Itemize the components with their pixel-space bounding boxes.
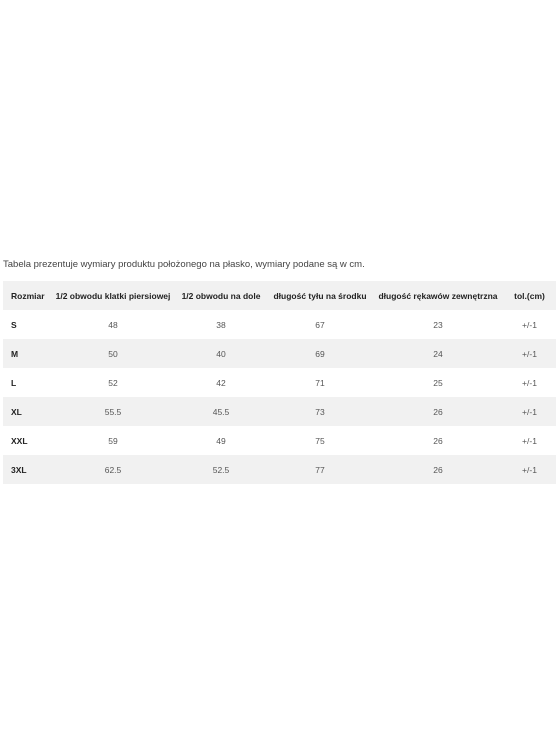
header-tolerance: tol.(cm) [514, 290, 545, 301]
cell-tolerance: +/-1 [522, 406, 537, 417]
cell-back-length: 67 [315, 319, 325, 330]
cell-tolerance: +/-1 [522, 435, 537, 446]
cell-chest: 52 [108, 377, 118, 388]
cell-tolerance: +/-1 [522, 319, 537, 330]
table-row [3, 426, 556, 455]
cell-bottom: 49 [216, 435, 226, 446]
cell-back-length: 69 [315, 348, 325, 359]
cell-size: M [11, 348, 19, 359]
cell-sleeve-length: 26 [433, 464, 443, 475]
cell-sleeve-length: 25 [433, 377, 443, 388]
size-table [3, 281, 556, 484]
cell-size: XXL [11, 435, 28, 446]
cell-sleeve-length: 24 [433, 348, 443, 359]
cell-chest: 50 [108, 348, 118, 359]
cell-back-length: 75 [315, 435, 325, 446]
header-size: Rozmiar [11, 290, 45, 301]
header-chest: 1/2 obwodu klatki piersiowej [55, 290, 171, 301]
header-back-length: długość tyłu na środku [273, 290, 367, 301]
table-row [3, 397, 556, 426]
cell-back-length: 77 [315, 464, 325, 475]
table-row [3, 455, 556, 484]
cell-sleeve-length: 26 [433, 406, 443, 417]
cell-sleeve-length: 26 [433, 435, 443, 446]
cell-chest: 55.5 [104, 406, 122, 417]
cell-size: L [11, 377, 17, 388]
cell-bottom: 40 [216, 348, 226, 359]
cell-sleeve-length: 23 [433, 319, 443, 330]
table-header-row [3, 281, 556, 310]
cell-size: XL [11, 406, 22, 417]
cell-bottom: 45.5 [212, 406, 230, 417]
cell-tolerance: +/-1 [522, 464, 537, 475]
cell-tolerance: +/-1 [522, 377, 537, 388]
cell-size: 3XL [11, 464, 27, 475]
cell-bottom: 52.5 [212, 464, 230, 475]
cell-bottom: 42 [216, 377, 226, 388]
cell-size: S [11, 319, 17, 330]
cell-back-length: 73 [315, 406, 325, 417]
table-row [3, 339, 556, 368]
table-row [3, 310, 556, 339]
header-bottom: 1/2 obwodu na dole [181, 290, 261, 301]
cell-tolerance: +/-1 [522, 348, 537, 359]
cell-chest: 48 [108, 319, 118, 330]
table-caption: Tabela prezentuje wymiary produktu położonego na płasko, wymiary podane są w cm. [3, 259, 365, 270]
table-row [3, 368, 556, 397]
cell-back-length: 71 [315, 377, 325, 388]
cell-chest: 62.5 [104, 464, 122, 475]
cell-bottom: 38 [216, 319, 226, 330]
header-sleeve-length: długość rękawów zewnętrzna [378, 290, 498, 301]
cell-chest: 59 [108, 435, 118, 446]
